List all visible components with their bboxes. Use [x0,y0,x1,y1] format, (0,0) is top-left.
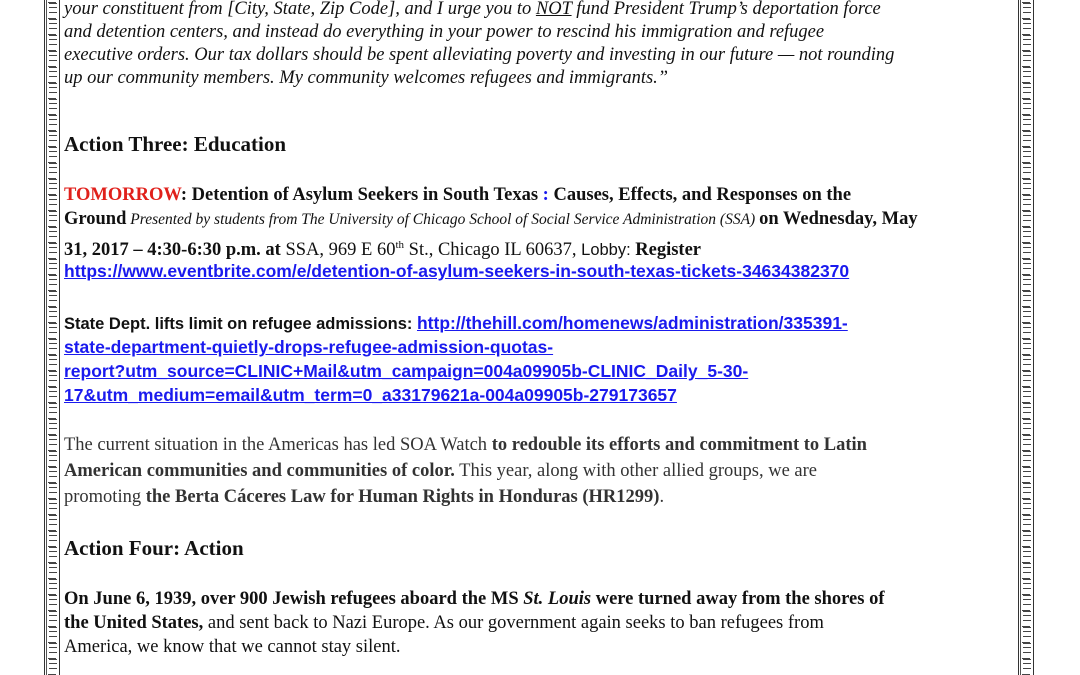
state-dept-label: State Dept. lifts limit on refugee admissions: [64,315,417,333]
event-title-cont: Causes, Effects, and Responses on the [548,185,852,205]
event-address: SSA, 969 E 60 [285,240,396,261]
action-four-text: On June 6, 1939, over 900 Jewish refugees aboard the MS [64,589,524,609]
quote-text: your constituent from [City, State, Zip Code], and I urge you to [64,0,536,19]
action-three-heading: Action Three: Education [64,132,287,156]
soa-line-3 [64,486,1014,509]
state-dept-link-cont[interactable]: state-department-quietly-drops-refugee-admission-quotas- [64,337,554,357]
quote-line-0 [64,0,1014,21]
event-title: : Detention of Asylum Seekers in South Texas [180,185,543,205]
register-link[interactable]: https://www.eventbrite.com/e/detention-of-asylum-seekers-in-south-texas-tickets-34634382370 [64,261,850,281]
event-title-end: Ground [64,209,127,229]
action-four-heading: Action Four: Action [64,536,244,560]
quote-line-1: and detention centers, and instead do everything in your power to rescind his immigration and refugee [64,22,825,42]
decorative-border-left [44,0,60,675]
register-label: Register [635,240,702,261]
soa-emphasis: to redouble its efforts and commitment to Latin [491,435,867,455]
state-dept-line-2 [64,336,1014,360]
event-line-2 [64,208,1014,231]
event-date: on Wednesday, May [759,209,918,229]
state-dept-line-1 [64,312,1014,336]
quote-line-2: executive orders. Our tax dollars should be spent alleviating poverty and investing in our future — not rounding [64,45,895,65]
quote-line-3: up our community members. My community welcomes refugees and immigrants.” [64,68,669,88]
soa-text: . [659,487,665,507]
action-four-text: and sent back to Nazi Europe. As our government again seeks to ban refugees from [203,613,824,633]
event-presenter: Presented by students from The University of Chicago School of Social Service Administration (SSA) [126,211,760,228]
soa-line-1 [64,434,1014,457]
action-four-text: the United States, [64,613,204,633]
quote-not-emphasis: NOT [535,0,572,19]
action-four-line-1 [64,588,1014,611]
register-link-line [64,260,1014,284]
event-date-time: 31, 2017 – 4:30-6:30 p.m. at [64,240,286,261]
event-lobby: Lobby: [581,241,636,260]
soa-line-2 [64,460,1014,483]
event-address-cont: St., Chicago IL 60637, [404,240,582,261]
action-four-line-2 [64,612,1014,635]
tomorrow-label: TOMORROW [64,185,181,205]
event-address-sup: th [395,239,405,251]
quote-text: fund President Trump’s deportation force [571,0,881,19]
state-dept-line-4 [64,384,1014,408]
event-line-3 [64,234,1014,263]
soa-text: The current situation in the Americas has led SOA Watch [64,435,492,455]
event-line-1 [64,184,1014,207]
state-dept-link-cont[interactable]: 17&utm_medium=email&utm_term=0_a33179621a-004a09905b-279173657 [64,385,677,405]
action-four-text: were turned away from the shores of [591,589,885,609]
soa-emphasis: American communities and communities of color. [64,461,455,481]
event-colon: : [542,185,549,205]
soa-text: promoting [64,487,146,507]
soa-text: This year, along with other allied groups, we are [454,461,817,481]
ship-name: St. Louis [523,589,592,609]
decorative-border-right [1018,0,1034,675]
state-dept-line-3 [64,360,1014,384]
soa-emphasis: the Berta Cáceres Law for Human Rights in Honduras (HR1299) [145,487,660,507]
action-four-line-3: America, we know that we cannot stay silent. [64,637,401,657]
state-dept-link[interactable]: http://thehill.com/homenews/administration/335391- [416,313,848,333]
state-dept-link-cont[interactable]: report?utm_source=CLINIC+Mail&utm_campaign=004a09905b-CLINIC_Daily_5-30- [64,361,749,381]
